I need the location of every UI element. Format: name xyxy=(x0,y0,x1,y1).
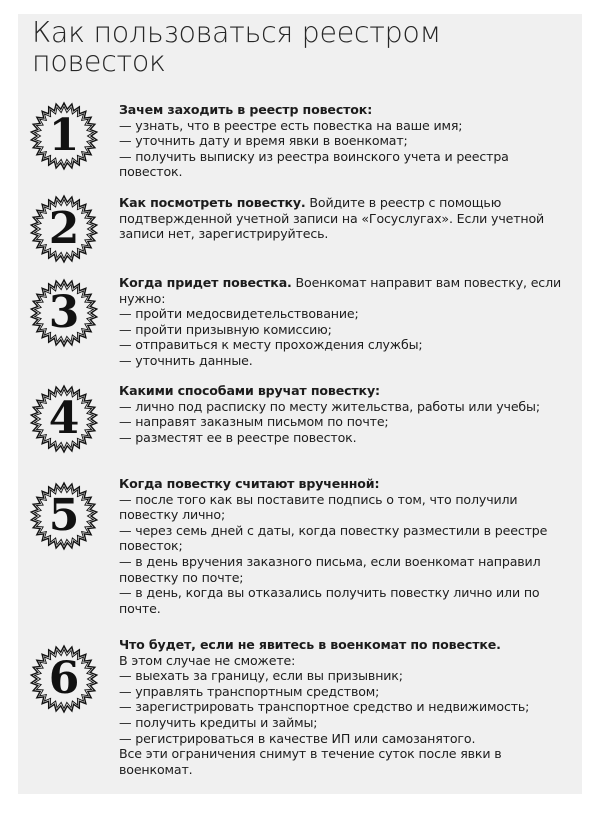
item-line: — уточнить данные. xyxy=(119,352,253,368)
item-line: — получить кредиты и займы; xyxy=(119,714,318,730)
item-line: — в день вручения заказного письма, если военкомат направил повестку по почте; xyxy=(119,553,541,585)
item-heading: Какими способами вручат повестку: xyxy=(119,383,380,398)
item-heading-tail: Войдите в реестр с помощью подтвержденной учетной записи на «Госуслугах». Если учетной записи нет, зарегистрируйтесь. xyxy=(119,195,545,242)
page-title: Как пользоваться реестром повесток xyxy=(32,16,441,78)
starburst-badge-icon xyxy=(28,643,100,715)
item-text xyxy=(119,102,565,180)
item-line: — выехать за границу, если вы призывник; xyxy=(119,668,403,684)
item-line: — после того как вы поставите подпись о том, что получили повестку лично; xyxy=(119,491,518,523)
item-heading-tail: Военкомат направит вам повестку, если нужно: xyxy=(119,275,562,306)
item-text xyxy=(119,476,565,616)
badge-number: 4 xyxy=(48,393,80,444)
item-line: — направят заказным письмом по почте; xyxy=(119,414,389,430)
item-heading: Что будет, если не явитесь в военкомат по повестке. xyxy=(119,637,501,652)
item-line: — управлять транспортным средством; xyxy=(119,683,380,699)
item-heading: Когда придет повестка. xyxy=(119,275,292,290)
badge-number: 3 xyxy=(48,287,80,338)
item-line: — пройти медосвидетельствование; xyxy=(119,306,359,322)
item-heading: Зачем заходить в реестр повесток: xyxy=(119,102,373,117)
item-line: В этом случае не сможете: xyxy=(119,652,296,668)
item-line: — зарегистрировать транспортное средство и недвижимость; xyxy=(119,699,530,715)
item-heading: Как посмотреть повестку. xyxy=(119,195,306,210)
item-line: — регистрироваться в качестве ИП или самозанятого. xyxy=(119,730,476,746)
info-card xyxy=(18,14,582,794)
badge-number: 5 xyxy=(48,490,80,541)
item-line: — пройти призывную комиссию; xyxy=(119,321,332,337)
badge-number: 6 xyxy=(48,653,80,704)
item-line: — лично под расписку по месту жительства, работы или учебы; xyxy=(119,398,540,414)
item-line: — отправиться к месту прохождения службы; xyxy=(119,337,423,353)
badge-number: 2 xyxy=(48,203,80,254)
badge-number: 1 xyxy=(48,110,80,161)
starburst-badge-icon xyxy=(28,480,100,552)
item-heading: Когда повестку считают врученной: xyxy=(119,476,380,491)
item-text xyxy=(119,195,565,242)
starburst-badge-icon xyxy=(28,100,100,172)
item-line: — разместят ее в реестре повесток. xyxy=(119,429,357,445)
item-line: — через семь дней с даты, когда повестку разместили в реестре повесток; xyxy=(119,522,548,554)
item-line: Все эти ограничения снимут в течение суток после явки в военкомат. xyxy=(119,746,502,777)
item-line: — уточнить дату и время явки в военкомат; xyxy=(119,133,408,149)
item-text xyxy=(119,637,565,777)
starburst-badge-icon xyxy=(28,277,100,349)
item-line: — получить выписку из реестра воинского учета и реестра повесток. xyxy=(119,148,509,180)
starburst-badge-icon xyxy=(28,383,100,455)
item-line: — в день, когда вы отказались получить повестку лично или по почте. xyxy=(119,585,540,616)
item-text xyxy=(119,383,565,445)
item-text xyxy=(119,275,565,369)
starburst-badge-icon xyxy=(28,193,100,265)
item-line: — узнать, что в реестре есть повестка на ваше имя; xyxy=(119,117,463,133)
